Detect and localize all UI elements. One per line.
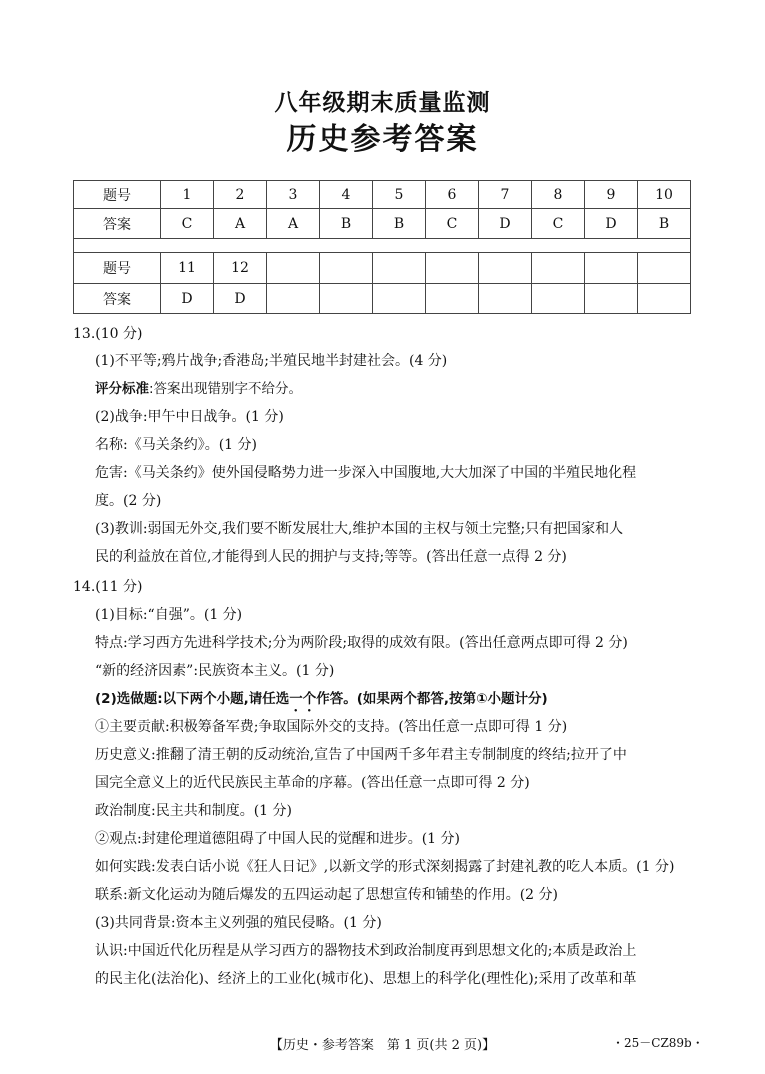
page-footer: 【历史・参考答案 第 1 页(共 2 页)】: [269, 1038, 496, 1053]
row-label: 题号: [74, 181, 161, 209]
table-spacer-row: [74, 239, 691, 253]
q14-line: 认识:中国近代化历程是从学习西方的器物技术到政治制度再到思想文化的;本质是政治上: [95, 943, 637, 959]
answer-cell: C: [532, 209, 585, 239]
page-title: 八年级期末质量监测: [274, 90, 491, 116]
empty-cell: [320, 284, 373, 314]
question-number: 9: [585, 181, 638, 209]
empty-cell: [267, 253, 320, 284]
empty-cell: [638, 253, 691, 284]
q14-line: (1)目标:“自强”。(1 分): [95, 607, 243, 623]
q14-heading: 14.(11 分): [73, 579, 143, 595]
empty-cell: [585, 284, 638, 314]
question-number: 12: [214, 253, 267, 284]
empty-cell: [479, 253, 532, 284]
answer-cell: D: [214, 284, 267, 314]
empty-cell: [373, 284, 426, 314]
question-number: 5: [373, 181, 426, 209]
question-number: 3: [267, 181, 320, 209]
answer-cell: D: [585, 209, 638, 239]
q14-line: (3)共同背景:资本主义列强的殖民侵略。(1 分): [95, 915, 382, 931]
q13-line: 危害:《马关条约》使外国侵略势力进一步深入中国腹地,大大加深了中国的半殖民地化程: [95, 465, 637, 481]
answer-cell: C: [426, 209, 479, 239]
row-label: 题号: [74, 253, 161, 284]
page-code: ・25－CZ89b・: [612, 1036, 704, 1050]
q13-line: 度。(2 分): [95, 493, 162, 509]
empty-cell: [426, 284, 479, 314]
table-row: [74, 209, 691, 239]
empty-cell: [426, 253, 479, 284]
q13-line: 名称:《马关条约》。(1 分): [95, 437, 257, 453]
scoring-text: :答案出现错别字不给分。: [149, 381, 303, 397]
question-number: 6: [426, 181, 479, 209]
page-subtitle: 历史参考答案: [286, 122, 479, 157]
table-row: [74, 253, 691, 284]
q13-line: 民的利益放在首位,才能得到人民的拥护与支持;等等。(答出任意一点得 2 分): [95, 549, 567, 565]
q13-heading: 13.(10 分): [73, 326, 143, 342]
answer-cell: A: [267, 209, 320, 239]
q14-line: ②观点:封建伦理道德阻碍了中国人民的觉醒和进步。(1 分): [95, 831, 460, 847]
question-number: 10: [638, 181, 691, 209]
q14-line: 的民主化(法治化)、经济上的工业化(城市化)、思想上的科学化(理性化);采用了改革和革: [95, 971, 637, 987]
question-number: 1: [161, 181, 214, 209]
spacer-cell: [74, 239, 691, 253]
question-number: 2: [214, 181, 267, 209]
q13-line: (2)战争:甲午中日战争。(1 分): [95, 409, 284, 425]
answer-cell: D: [161, 284, 214, 314]
q14-line: 国完全意义上的近代民族民主革命的序幕。(答出任意一点即可得 2 分): [95, 775, 530, 791]
question-number: 11: [161, 253, 214, 284]
q14-choice-instruction: [95, 690, 548, 715]
q14-line: 特点:学习西方先进科学技术;分为两阶段;取得的成效有限。(答出任意两点即可得 2 分): [95, 635, 628, 651]
answer-table: [73, 180, 691, 314]
empty-cell: [479, 284, 532, 314]
row-label: 答案: [74, 284, 161, 314]
answer-cell: A: [214, 209, 267, 239]
empty-cell: [373, 253, 426, 284]
empty-cell: [585, 253, 638, 284]
choice-prefix: (2)选做题:以下两个小题,请任选: [95, 691, 290, 707]
question-number: 8: [532, 181, 585, 209]
q14-line: 政治制度:民主共和制度。(1 分): [95, 803, 292, 819]
answer-cell: B: [373, 209, 426, 239]
row-label: 答案: [74, 209, 161, 239]
q14-line: “新的经济因素”:民族资本主义。(1 分): [95, 663, 335, 679]
question-number: 4: [320, 181, 373, 209]
empty-cell: [638, 284, 691, 314]
q13-line: (3)教训:弱国无外交,我们要不断发展壮大,维护本国的主权与领土完整;只有把国家和人: [95, 521, 624, 537]
empty-cell: [267, 284, 320, 314]
empty-cell: [532, 253, 585, 284]
choice-emphasis: 一个: [289, 691, 317, 707]
answer-cell: B: [320, 209, 373, 239]
answer-cell: C: [161, 209, 214, 239]
empty-cell: [532, 284, 585, 314]
q14-line: 联系:新文化运动为随后爆发的五四运动起了思想宣传和铺垫的作用。(2 分): [95, 887, 558, 903]
empty-cell: [320, 253, 373, 284]
table-row: [74, 284, 691, 314]
answer-cell: D: [479, 209, 532, 239]
choice-suffix: 作答。(如果两个都答,按第①小题计分): [316, 691, 548, 707]
q14-line: 如何实践:发表白话小说《狂人日记》,以新文学的形式深刻揭露了封建礼教的吃人本质。(1 分): [95, 859, 675, 875]
q14-line: ①主要贡献:积极筹备军费;争取国际外交的支持。(答出任意一点即可得 1 分): [95, 719, 568, 735]
q13-scoring-note: [95, 380, 302, 398]
table-row: [74, 181, 691, 209]
q13-line: (1)不平等;鸦片战争;香港岛;半殖民地半封建社会。(4 分): [95, 353, 448, 369]
answer-cell: B: [638, 209, 691, 239]
question-number: 7: [479, 181, 532, 209]
scoring-label: 评分标准: [95, 381, 149, 397]
q14-line: 历史意义:推翻了清王朝的反动统治,宣告了中国两千多年君主专制制度的终结;拉开了中: [95, 747, 627, 763]
